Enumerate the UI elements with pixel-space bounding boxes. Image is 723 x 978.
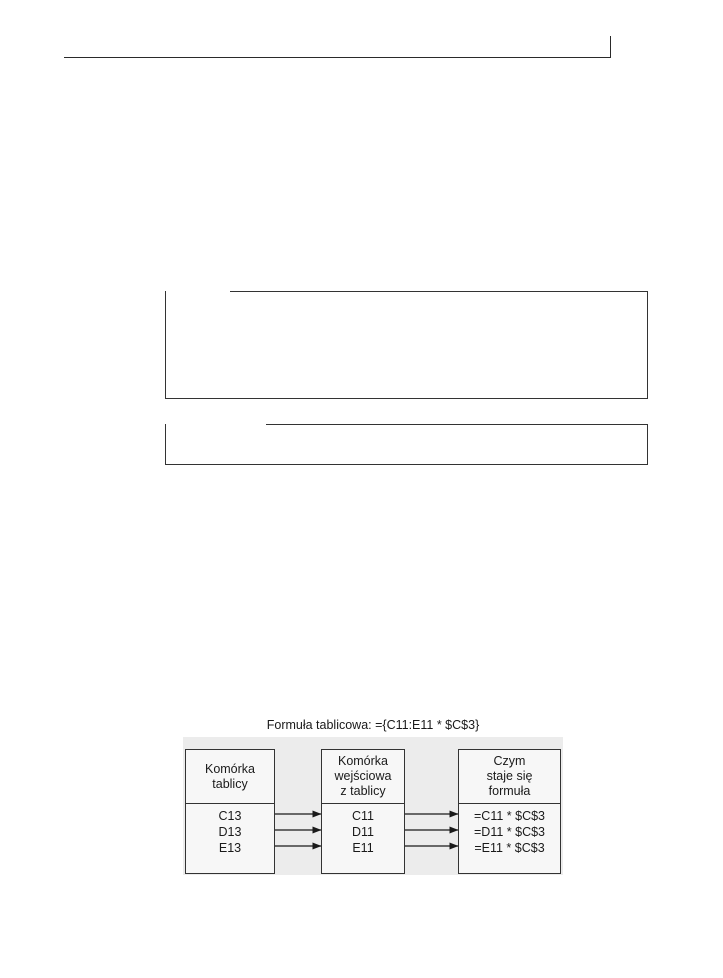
header-rule [64,57,611,58]
input-cell-row: D11 [351,825,374,839]
input-cell-row: C11 [351,809,374,823]
array-cell-row: E13 [218,841,242,855]
resulting-formula-row: =C11 * $C$3 [474,809,545,823]
tip-box [165,424,648,465]
array-cell-row: C13 [218,809,242,823]
tip-box-tab [166,424,266,426]
diagram-arrows [183,717,563,862]
note-box-tab [166,291,230,293]
resulting-formula-row: =D11 * $C$3 [474,825,545,839]
array-cell-header: Komórka tablicy [186,750,274,804]
input-cell-header: Komórka wejściowa z tablicy [322,750,404,804]
array-formula-diagram [183,717,563,862]
note-box [165,291,648,399]
array-cell-row: D13 [218,825,242,839]
header-tick [610,36,611,58]
input-cell-row: E11 [352,841,374,855]
diagram-title: Formuła tablicowa: ={C11:E11 * $C$3} [266,718,480,732]
resulting-formula-header: Czym staje się formuła [459,750,560,804]
resulting-formula-row: =E11 * $C$3 [474,841,545,855]
